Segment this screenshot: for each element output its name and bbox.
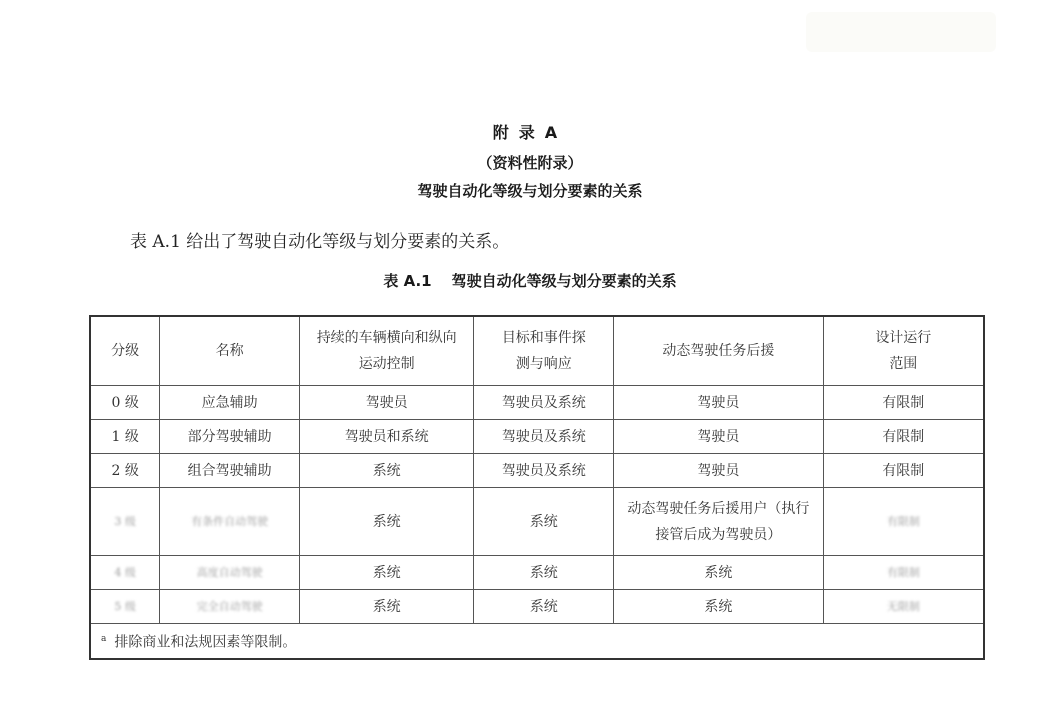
header-cell: 分级	[90, 316, 160, 386]
table-cell: 系统	[474, 590, 614, 624]
table-cell-obscured	[90, 590, 160, 624]
automation-level-table	[89, 315, 985, 660]
table-cell: 有限制	[823, 454, 984, 488]
obscured-text: 有限制	[886, 566, 920, 579]
table-cell: 动态驾驶任务后援用户（执行接管后成为驾驶员）	[614, 488, 823, 556]
footnote-text: 排除商业和法规因素等限制。	[114, 634, 297, 651]
table-row	[90, 556, 984, 590]
table-cell: 驾驶员和系统	[299, 420, 474, 454]
appendix-subtitle: （资料性附录）	[477, 154, 583, 172]
header-cell: 持续的车辆横向和纵向运动控制	[299, 316, 474, 386]
obscured-text: 有限制	[886, 515, 920, 528]
table-caption-number: 表 A.1	[383, 272, 432, 290]
table-row	[90, 488, 984, 556]
obscured-text: 无限制	[886, 600, 920, 613]
table-caption-title: 驾驶自动化等级与划分要素的关系	[451, 272, 677, 290]
table-cell: 应急辅助	[160, 386, 300, 420]
table-cell: 系统	[299, 454, 474, 488]
table-cell: 组合驾驶辅助	[160, 454, 300, 488]
table-header-row	[90, 316, 984, 386]
header-cell: 设计运行范围	[823, 316, 984, 386]
table-cell: 驾驶员	[299, 386, 474, 420]
table-cell: 系统	[614, 556, 823, 590]
table-cell: 驾驶员及系统	[474, 420, 614, 454]
header-cell: 目标和事件探测与响应	[474, 316, 614, 386]
table-cell: 2 级	[90, 454, 160, 488]
intro-paragraph: 表 A.1 给出了驾驶自动化等级与划分要素的关系。	[130, 232, 510, 252]
table-cell: 0 级	[90, 386, 160, 420]
table-cell: 驾驶员及系统	[474, 454, 614, 488]
table-cell: 1 级	[90, 420, 160, 454]
table-cell-obscured	[823, 556, 984, 590]
table-cell: 驾驶员	[614, 454, 823, 488]
table-cell: 系统	[474, 488, 614, 556]
table-cell-obscured	[823, 590, 984, 624]
obscured-text: 4 级	[114, 566, 136, 579]
table-cell-obscured	[90, 488, 160, 556]
table-cell: 驾驶员及系统	[474, 386, 614, 420]
scan-smudge	[806, 12, 996, 52]
table-cell-obscured	[160, 556, 300, 590]
table-row	[90, 454, 984, 488]
table-cell: 系统	[299, 590, 474, 624]
table-cell: 系统	[614, 590, 823, 624]
appendix-title: 驾驶自动化等级与划分要素的关系	[417, 182, 643, 200]
table-cell-obscured	[160, 590, 300, 624]
header-cell: 动态驾驶任务后援	[614, 316, 823, 386]
table-footnote	[90, 624, 984, 660]
table-cell: 有限制	[823, 420, 984, 454]
table-cell-obscured	[160, 488, 300, 556]
table-cell: 驾驶员	[614, 386, 823, 420]
obscured-text: 3 级	[114, 515, 136, 528]
table-cell: 驾驶员	[614, 420, 823, 454]
table-cell: 系统	[299, 556, 474, 590]
table-cell-obscured	[823, 488, 984, 556]
table-cell: 有限制	[823, 386, 984, 420]
header-cell: 名称	[160, 316, 300, 386]
table-caption	[0, 270, 1060, 291]
obscured-text: 高度自动驾驶	[196, 566, 263, 579]
table-footnote-row	[90, 624, 984, 660]
footnote-mark: a	[101, 634, 107, 645]
obscured-text: 完全自动驾驶	[196, 600, 263, 613]
table-cell: 系统	[474, 556, 614, 590]
table-cell: 系统	[299, 488, 474, 556]
table-cell: 部分驾驶辅助	[160, 420, 300, 454]
obscured-text: 有条件自动驾驶	[191, 515, 269, 528]
table-row	[90, 590, 984, 624]
obscured-text: 5 级	[114, 600, 136, 613]
table-row	[90, 420, 984, 454]
table-row	[90, 386, 984, 420]
table-cell-obscured	[90, 556, 160, 590]
appendix-heading: 附录A	[492, 123, 568, 142]
